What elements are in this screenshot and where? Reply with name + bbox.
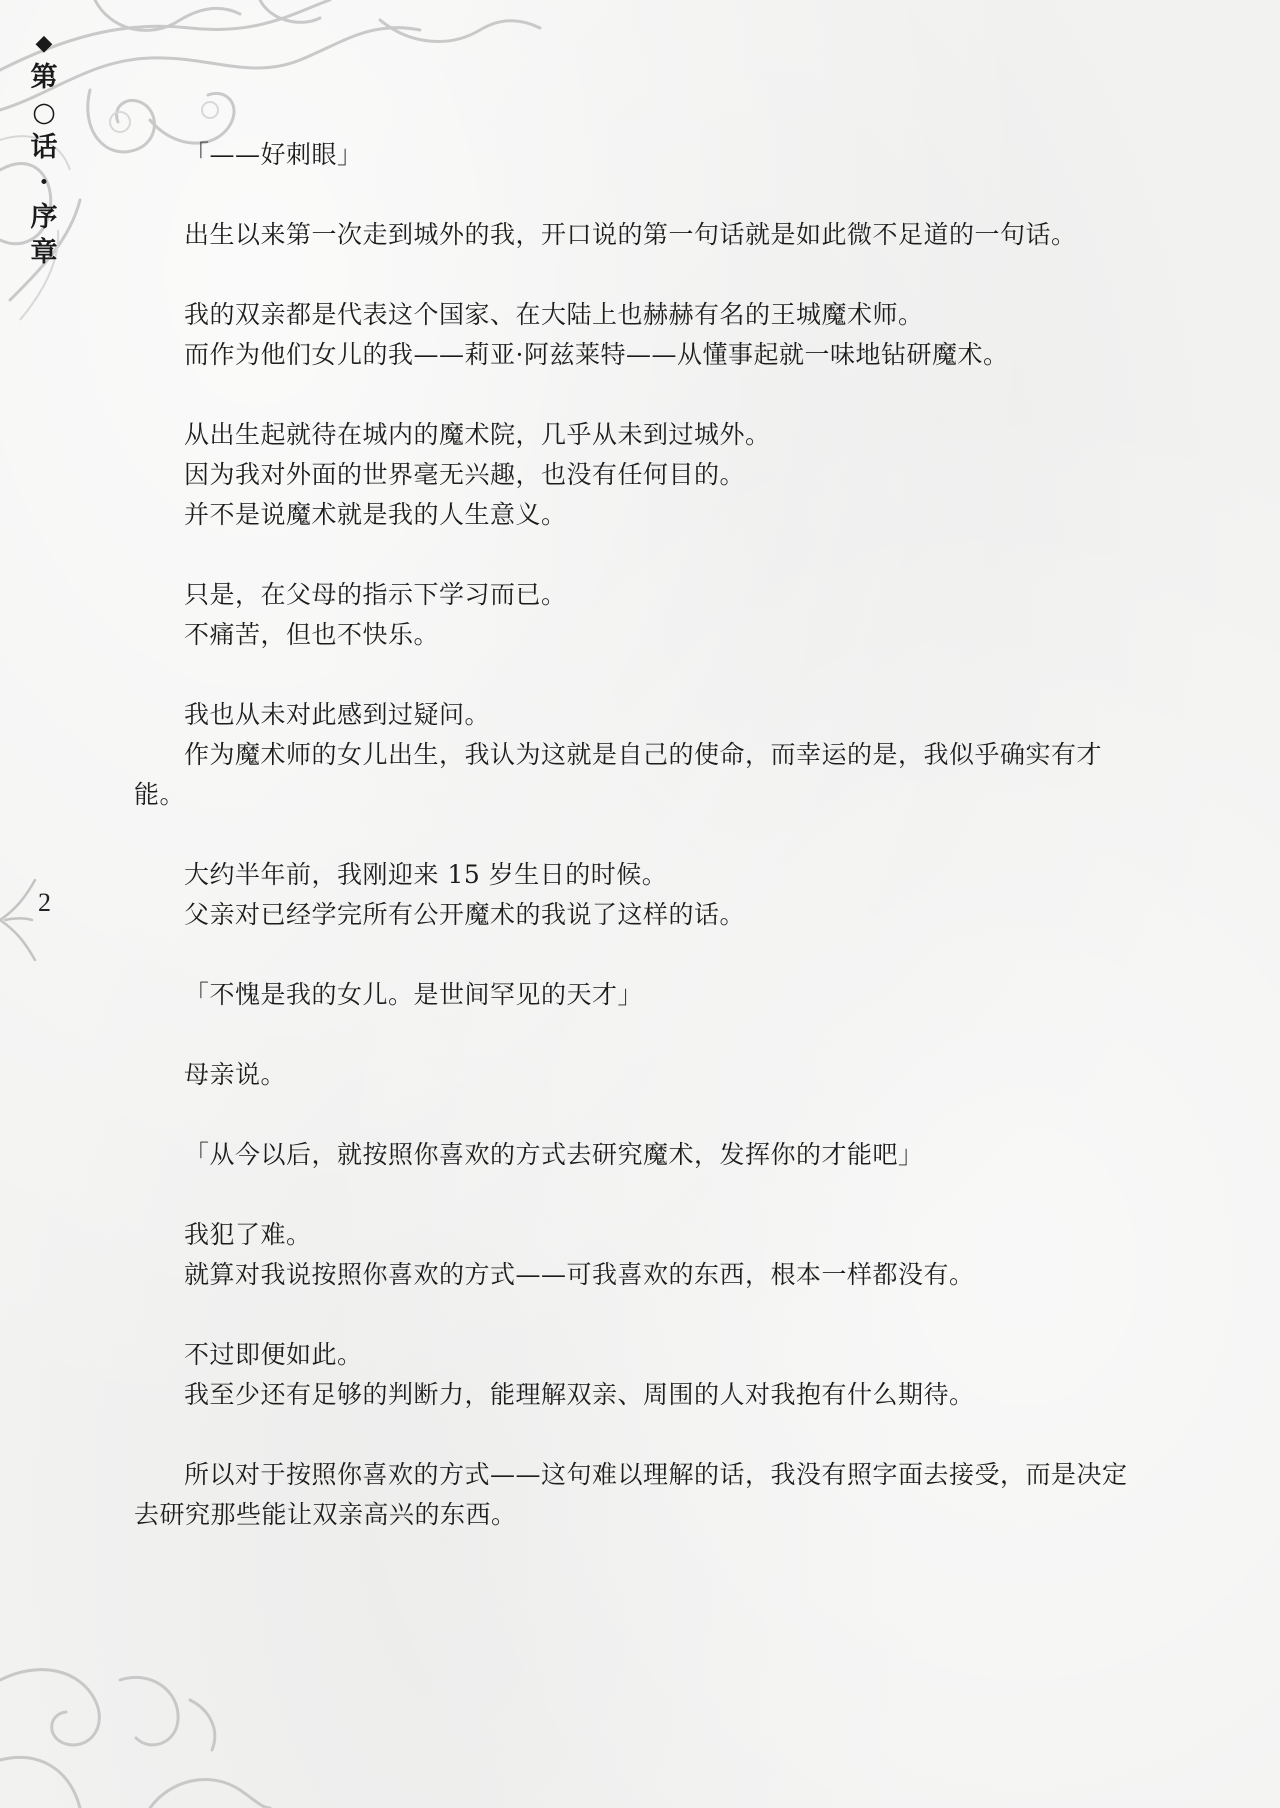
paragraph: 父亲对已经学完所有公开魔术的我说了这样的话。	[184, 900, 746, 929]
paragraph: 从出生起就待在城内的魔术院，几乎从未到过城外。	[184, 420, 771, 449]
paragraph: 出生以来第一次走到城外的我，开口说的第一句话就是如此微不足道的一句话。	[184, 220, 1077, 249]
diamond-marker-icon: ◆	[35, 30, 53, 56]
paragraph: 我的双亲都是代表这个国家、在大陆上也赫赫有名的王城魔术师。	[184, 300, 924, 329]
chapter-char: 话	[30, 132, 58, 163]
chapter-char: 序	[30, 202, 58, 233]
paragraph: 母亲说。	[184, 1060, 287, 1089]
paragraph: 「——好刺眼」	[184, 140, 363, 169]
paragraph: 「从今以后，就按照你喜欢的方式去研究魔术，发挥你的才能吧」	[184, 1140, 924, 1169]
chapter-char: ○	[32, 97, 56, 128]
page-number: 2	[38, 888, 51, 917]
paragraph: 我犯了难。	[184, 1220, 312, 1249]
paragraph: 大约半年前，我刚迎来 15 岁生日的时候。	[184, 860, 668, 889]
bottom-flourish-ornament	[0, 1640, 280, 1808]
paragraph: 不痛苦，但也不快乐。	[184, 620, 440, 649]
chapter-char: ·	[39, 167, 49, 198]
paragraph: 只是，在父母的指示下学习而已。	[184, 580, 567, 609]
paragraph: 我至少还有足够的判断力，能理解双亲、周围的人对我抱有什么期待。	[184, 1380, 975, 1409]
chapter-char: 章	[30, 237, 58, 268]
body-text	[134, 135, 1146, 1535]
paragraph: 不过即便如此。	[184, 1340, 363, 1369]
paragraph: 「不愧是我的女儿。是世间罕见的天才」	[184, 980, 644, 1009]
chapter-heading	[24, 30, 64, 270]
paragraph: 我也从未对此感到过疑问。	[184, 700, 491, 729]
paragraph: 所以对于按照你喜欢的方式——这句难以理解的话，我没有照字面去接受，而是决定去研究那些能让双亲高兴的东西。	[134, 1460, 1128, 1529]
paragraph: 因为我对外面的世界毫无兴趣，也没有任何目的。	[184, 460, 746, 489]
paragraph: 而作为他们女儿的我——莉亚·阿兹莱特——从懂事起就一味地钻研魔术。	[184, 340, 1009, 369]
paragraph: 并不是说魔术就是我的人生意义。	[184, 500, 567, 529]
paragraph: 就算对我说按照你喜欢的方式——可我喜欢的东西，根本一样都没有。	[184, 1260, 975, 1289]
paragraph: 作为魔术师的女儿出生，我认为这就是自己的使命，而幸运的是，我似乎确实有才能。	[134, 740, 1103, 809]
chapter-char: 第	[30, 62, 58, 93]
